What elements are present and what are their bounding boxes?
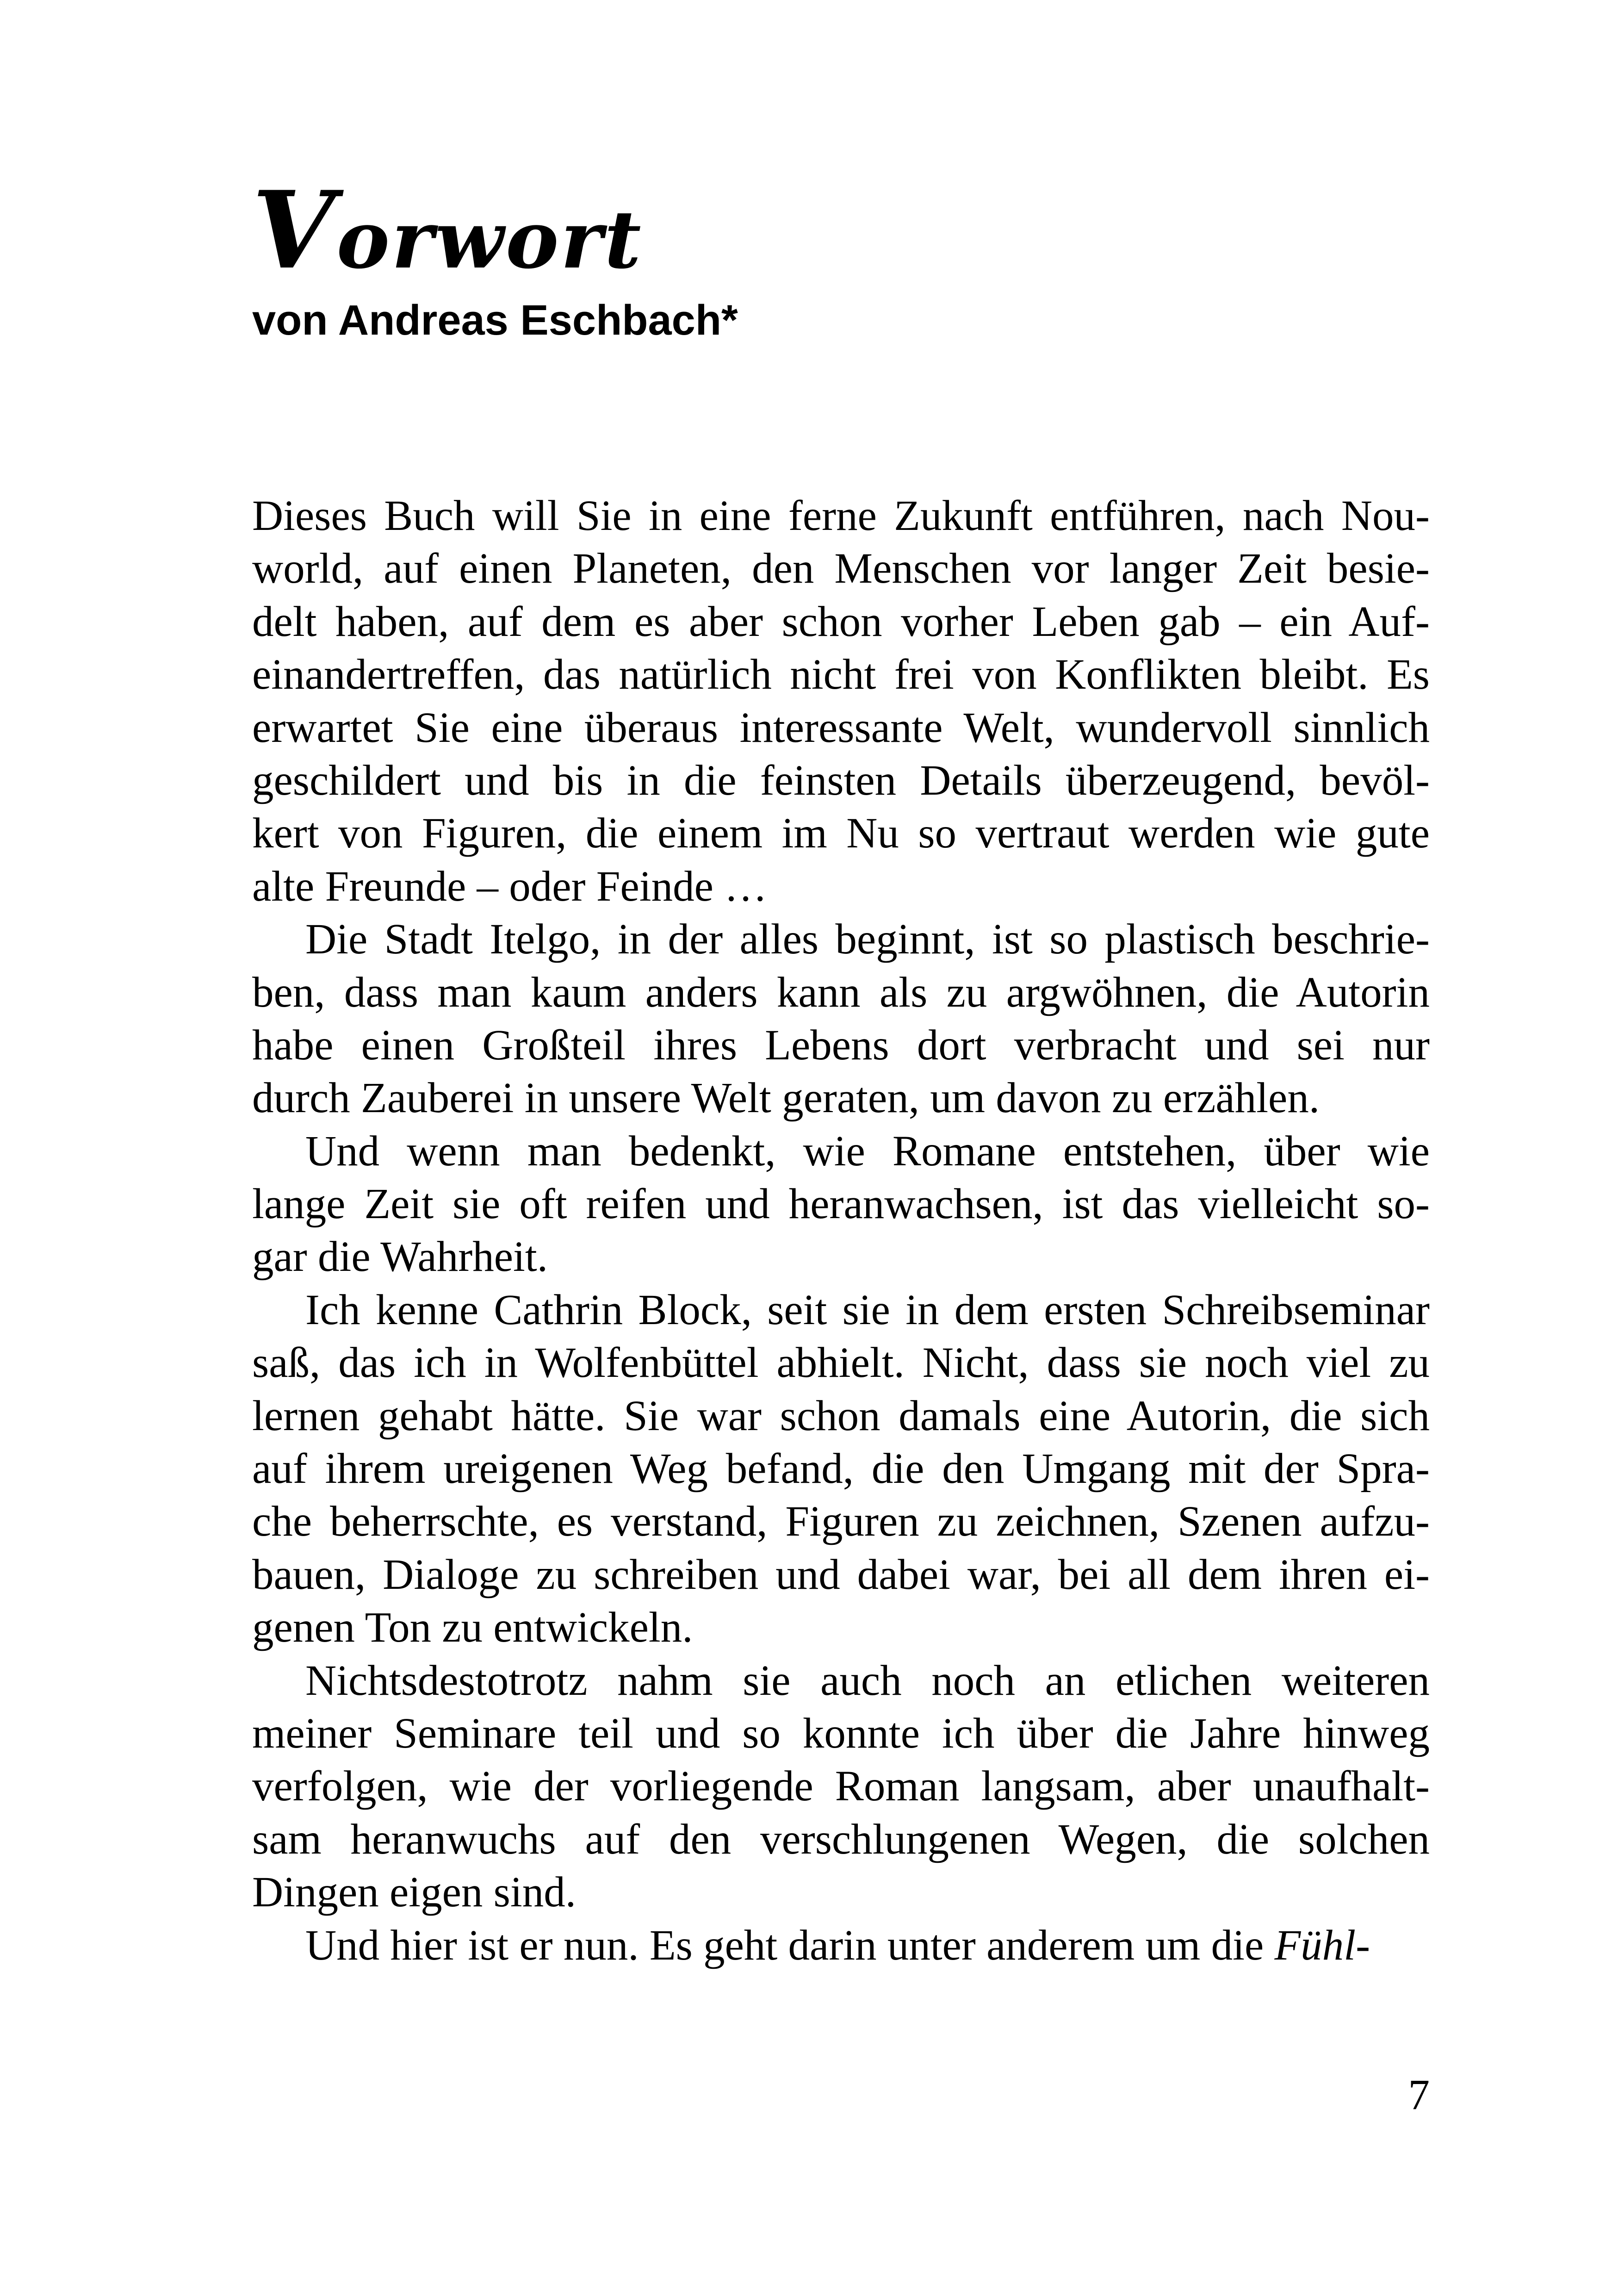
paragraph <box>252 1125 1430 1284</box>
page-number: 7 <box>1408 2071 1430 2119</box>
text-line: Und wenn man bedenkt, wie Romane entstehen, über wie <box>305 1127 1430 1175</box>
text-line: saß, das ich in Wolfenbüttel abhielt. Nicht, dass sie noch viel zu <box>252 1339 1430 1387</box>
text-line-italic: Fühl- <box>1274 1921 1370 1969</box>
text-line: lange Zeit sie oft reifen und heranwachsen, ist das vielleicht so- <box>252 1180 1430 1228</box>
text-line: Dingen eigen sind. <box>252 1868 576 1916</box>
text-line: delt haben, auf dem es aber schon vorher Leben gab – ein Auf- <box>252 597 1430 646</box>
text-line: Dieses Buch will Sie in eine ferne Zukunft entführen, nach Nou- <box>252 492 1430 540</box>
paragraph <box>252 1655 1430 1919</box>
text-line: erwartet Sie eine überaus interessante Welt, wundervoll sinnlich <box>252 703 1430 752</box>
text-line: world, auf einen Planeten, den Menschen vor langer Zeit besie- <box>252 545 1430 593</box>
text-line: habe einen Großteil ihres Lebens dort verbracht und sei nur <box>252 1021 1430 1069</box>
text-line: alte Freunde – oder Feinde … <box>252 862 768 910</box>
text-line: Die Stadt Itelgo, in der alles beginnt, ist so plastisch beschrie- <box>305 915 1430 964</box>
text-line: lernen gehabt hätte. Sie war schon damals eine Autorin, die sich <box>252 1392 1430 1440</box>
chapter-title-rest: orwort <box>336 193 643 286</box>
text-line: ben, dass man kaum anders kann als zu argwöhnen, die Autorin <box>252 968 1430 1016</box>
text-line: Nichtsdestotrotz nahm sie auch noch an etlichen weiteren <box>305 1656 1430 1705</box>
text-line: che beherrschte, es verstand, Figuren zu zeichnen, Szenen aufzu- <box>252 1498 1430 1546</box>
text-line: meiner Seminare teil und so konnte ich über die Jahre hinweg <box>252 1709 1430 1757</box>
text-line: durch Zauberei in unsere Welt geraten, um davon zu erzählen. <box>252 1074 1320 1122</box>
text-line: sam heranwuchs auf den verschlungenen Wegen, die solchen <box>252 1815 1430 1863</box>
text-line: verfolgen, wie der vorliegende Roman langsam, aber unaufhalt- <box>252 1762 1430 1811</box>
paragraph <box>252 913 1430 1125</box>
paragraph <box>252 1284 1430 1655</box>
paragraph <box>252 1919 1430 1972</box>
text-line: einandertreffen, das natürlich nicht frei von Konflikten bleibt. Es <box>252 651 1430 699</box>
body-text <box>252 490 1430 1972</box>
text-line: gar die Wahrheit. <box>252 1233 548 1281</box>
chapter-title-initial: V <box>252 168 337 293</box>
text-line: auf ihrem ureigenen Weg befand, die den Umgang mit der Spra- <box>252 1445 1430 1493</box>
chapter-title <box>252 168 643 293</box>
chapter-author-line: von Andreas Eschbach* <box>252 297 738 344</box>
paragraph <box>252 490 1430 913</box>
text-line-roman: Und hier ist er nun. Es geht darin unter anderem um die <box>305 1921 1275 1969</box>
text-line: bauen, Dialoge zu schreiben und dabei war, bei all dem ihren ei- <box>252 1550 1430 1599</box>
text-line <box>252 1919 1430 1972</box>
text-line: geschildert und bis in die feinsten Details überzeugend, bevöl- <box>252 756 1430 804</box>
text-line: genen Ton zu entwickeln. <box>252 1604 693 1652</box>
text-line: Ich kenne Cathrin Block, seit sie in dem ersten Schreibseminar <box>305 1286 1430 1334</box>
text-line: kert von Figuren, die einem im Nu so vertraut werden wie gute <box>252 809 1430 858</box>
